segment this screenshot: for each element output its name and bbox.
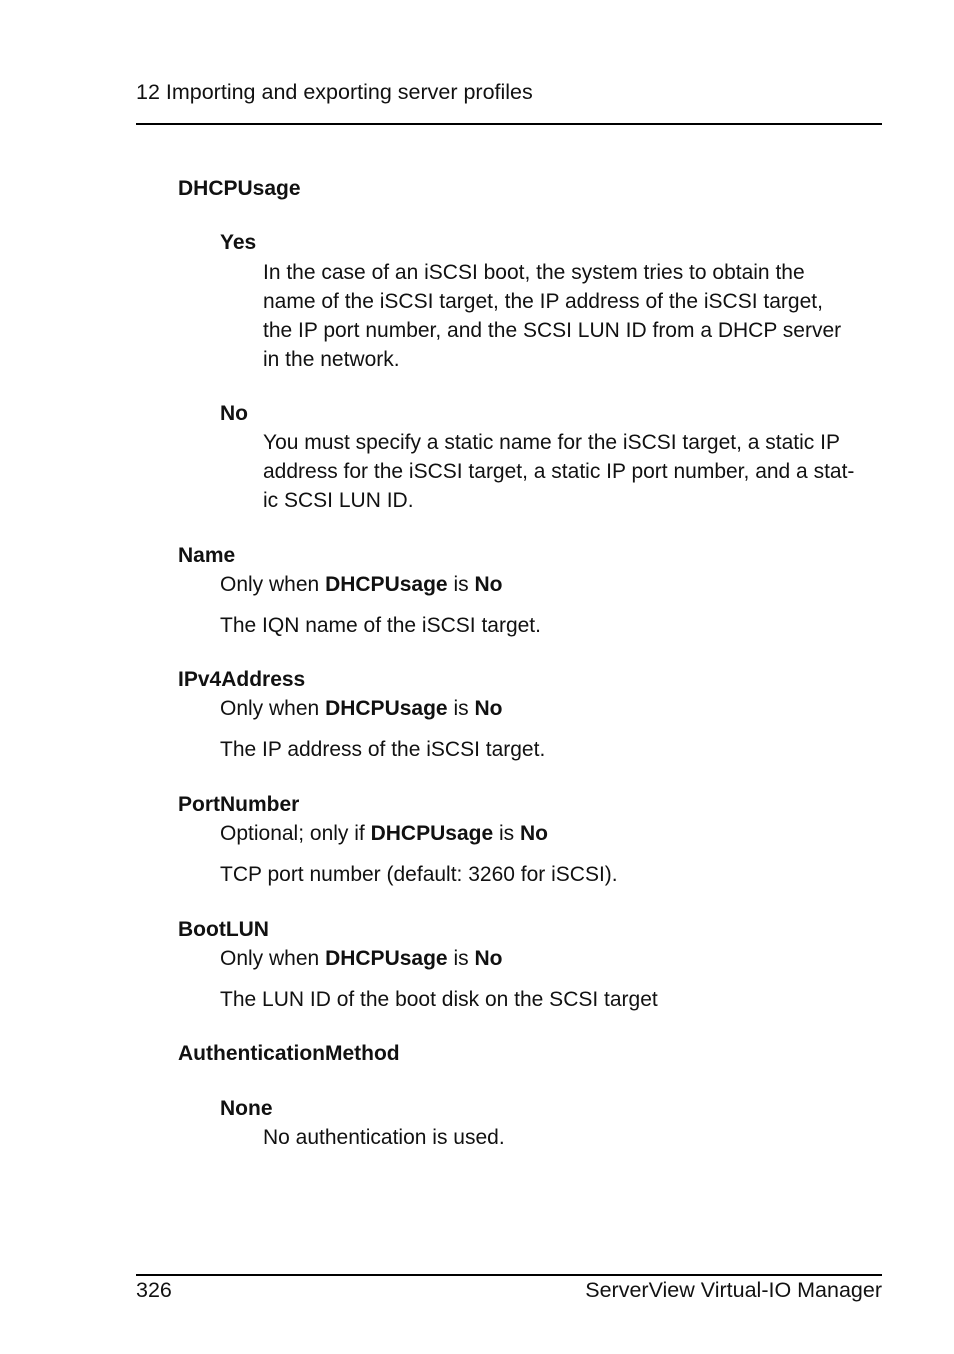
condition-line: Only when DHCPUsage is No (220, 697, 503, 720)
condition-line: Optional; only if DHCPUsage is No (220, 822, 548, 845)
term-authenticationmethod: AuthenticationMethod (178, 1042, 400, 1065)
term-dhcpusage: DHCPUsage (178, 177, 301, 200)
footer-rule (136, 1274, 882, 1276)
term-portnumber: PortNumber (178, 793, 300, 816)
condition-line: Only when DHCPUsage is No (220, 947, 503, 970)
desc-line: TCP port number (default: 3260 for iSCSI). (220, 863, 618, 886)
desc-line: No authentication is used. (263, 1126, 505, 1149)
condition-line: Only when DHCPUsage is No (220, 573, 503, 596)
desc-line: The IP address of the iSCSI target. (220, 738, 546, 761)
header-rule (136, 123, 882, 125)
desc-line: name of the iSCSI target, the IP address of the iSCSI target, (263, 290, 823, 313)
term-ipv4address: IPv4Address (178, 668, 306, 691)
desc-line: ic SCSI LUN ID. (263, 489, 414, 512)
desc-line: You must specify a static name for the iSCSI target, a static IP (263, 431, 840, 454)
desc-line: In the case of an iSCSI boot, the system tries to obtain the (263, 261, 805, 284)
desc-line: in the network. (263, 348, 400, 371)
desc-line: The LUN ID of the boot disk on the SCSI target (220, 988, 658, 1011)
term-name: Name (178, 544, 236, 567)
desc-line: The IQN name of the iSCSI target. (220, 614, 541, 637)
term-dhcpusage-no: No (220, 402, 248, 425)
term-auth-none: None (220, 1097, 273, 1120)
term-dhcpusage-yes: Yes (220, 231, 257, 254)
running-header: 12 Importing and exporting server profiles (136, 80, 533, 104)
term-bootlun: BootLUN (178, 918, 269, 941)
desc-line: the IP port number, and the SCSI LUN ID from a DHCP server (263, 319, 842, 342)
product-name: ServerView Virtual-IO Manager (585, 1278, 882, 1302)
page-number: 326 (136, 1278, 172, 1302)
desc-line: address for the iSCSI target, a static IP port number, and a stat- (263, 460, 855, 483)
